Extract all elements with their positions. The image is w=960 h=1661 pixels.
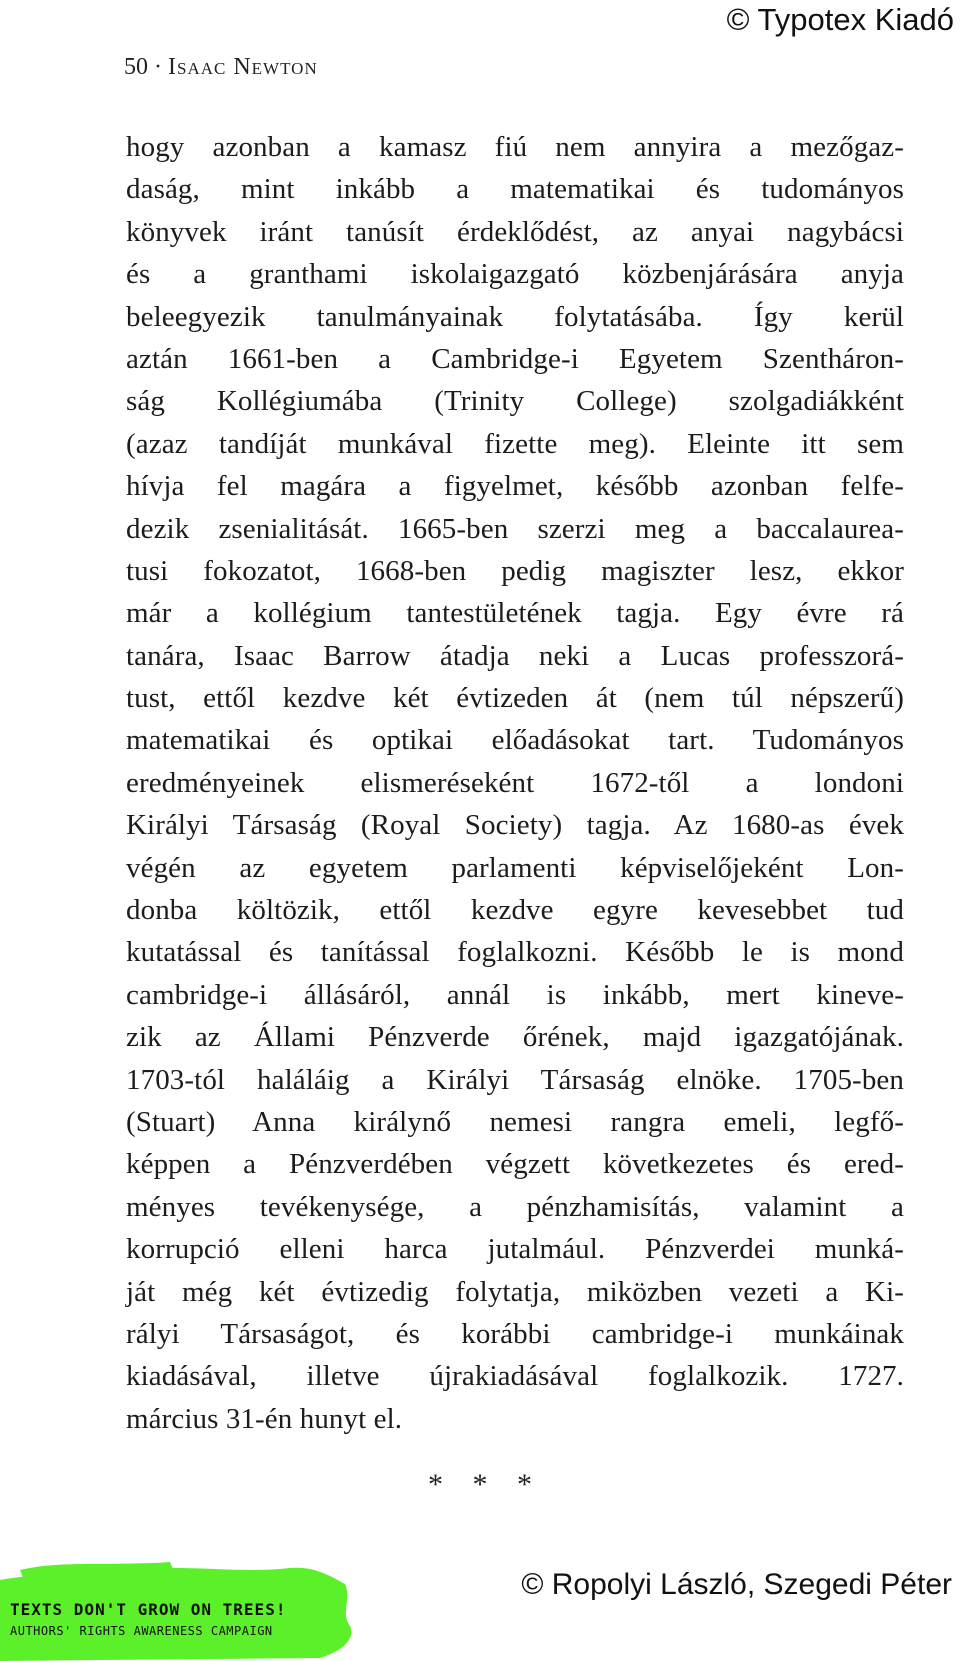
authors-copyright: © Ropolyi László, Szegedi Péter xyxy=(521,1568,952,1601)
text-line: rályi Társaságot, és korábbi cambridge-i munkáinak xyxy=(126,1317,904,1350)
text-line: ság Kollégiumába (Trinity College) szolgadiákként xyxy=(126,385,904,418)
page-number: 50 xyxy=(124,54,148,80)
publisher-copyright: © Typotex Kiadó xyxy=(726,2,954,37)
text-line: már a kollégium tantestületének tagja. Egy évre rá xyxy=(126,597,904,630)
text-line: 1703-tól haláláig a Királyi Társaság elnöke. 1705-ben xyxy=(126,1063,904,1096)
text-line: aztán 1661-ben a Cambridge-i Egyetem Szentháron- xyxy=(126,342,904,375)
text-line: kiadásával, illetve újrakiadásával foglalkozik. 1727. xyxy=(126,1360,904,1393)
campaign-subtitle: AUTHORS' RIGHTS AWARENESS CAMPAIGN xyxy=(10,1624,273,1638)
text-line: március 31-én hunyt el. xyxy=(126,1402,403,1435)
text-line: eredményeinek elismeréseként 1672-től a londoni xyxy=(126,766,904,799)
campaign-title: TEXTS DON'T GROW ON TREES! xyxy=(10,1600,287,1619)
text-line: (Stuart) Anna királynő nemesi rangra emeli, legfő- xyxy=(126,1105,904,1138)
text-line: matematikai és optikai előadásokat tart. Tudományos xyxy=(126,724,904,757)
text-line: korrupció elleni harca jutalmául. Pénzverdei munká- xyxy=(126,1233,904,1266)
text-line: tust, ettől kezdve két évtizeden át (nem túl népszerű) xyxy=(126,682,904,715)
body-text xyxy=(126,126,904,1440)
text-line: dezik zsenialitását. 1665-ben szerzi meg a baccalaurea- xyxy=(126,512,904,545)
running-title: Isaac Newton xyxy=(168,54,318,80)
text-line: végén az egyetem parlamenti képviselőjeként Lon- xyxy=(126,851,904,884)
text-line: beleegyezik tanulmányainak folytatásába. Így kerül xyxy=(126,300,904,333)
text-line: tusi fokozatot, 1668-ben pedig magiszter lesz, ekkor xyxy=(126,554,904,587)
section-separator: * * * xyxy=(428,1468,532,1501)
text-line: donba költözik, ettől kezdve egyre kevesebbet tud xyxy=(126,894,904,927)
text-line: és a granthami iskolaigazgató közbenjárására anyja xyxy=(126,258,904,291)
text-line: cambridge-i állásáról, annál is inkább, mert kineve- xyxy=(126,978,904,1011)
text-line: ját még két évtizedig folytatja, miközben vezeti a Ki- xyxy=(126,1275,904,1308)
running-head-separator: · xyxy=(154,54,162,80)
text-line: tanára, Isaac Barrow átadja neki a Lucas professzorá- xyxy=(126,639,904,672)
text-line: zik az Állami Pénzverde őrének, majd igazgatójának. xyxy=(126,1021,904,1054)
text-line: daság, mint inkább a matematikai és tudományos xyxy=(126,173,904,206)
text-line: könyvek iránt tanúsít érdeklődést, az anyai nagybácsi xyxy=(126,215,904,248)
text-line: kutatással és tanítással foglalkozni. Később le is mond xyxy=(126,936,904,969)
text-line: Királyi Társaság (Royal Society) tagja. Az 1680-as évek xyxy=(126,809,904,842)
text-line: képpen a Pénzverdében végzett következetes és ered- xyxy=(126,1148,904,1181)
text-line: hogy azonban a kamasz fiú nem annyira a mezőgaz- xyxy=(126,131,904,163)
running-head xyxy=(124,54,318,81)
text-line: (azaz tandíját munkával fizette meg). Eleinte itt sem xyxy=(126,427,904,460)
text-line: ményes tevékenysége, a pénzhamisítás, valamint a xyxy=(126,1190,904,1223)
text-line: hívja fel magára a figyelmet, később azonban felfe- xyxy=(126,470,904,503)
